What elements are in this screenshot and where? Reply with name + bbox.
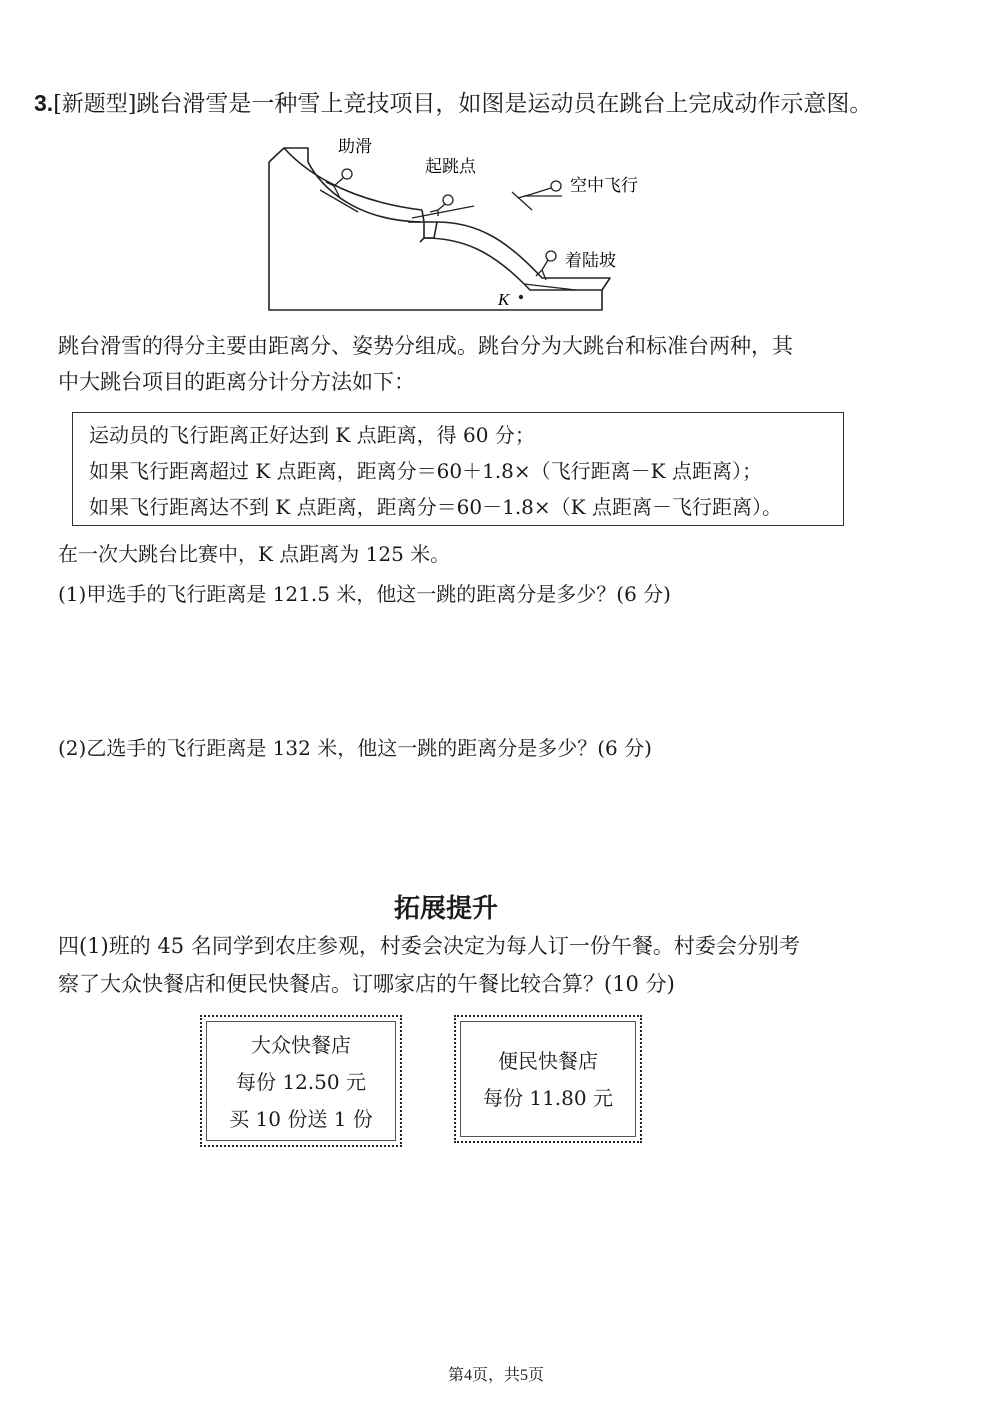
label-flight: 空中飞行	[570, 176, 638, 196]
description-line-1: 跳台滑雪的得分主要由距离分、姿势分组成。跳台分为大跳台和标准台两种，其	[58, 334, 793, 358]
description-line-2: 中大跳台项目的距离分计分方法如下：	[58, 370, 415, 394]
question-intro: 跳台滑雪是一种雪上竞技项目，如图是运动员在跳台上完成动作示意图。	[136, 91, 873, 117]
extension-problem-line-2: 察了大众快餐店和便民快餐店。订哪家店的午餐比较合算？(10 分)	[58, 972, 675, 996]
label-takeoff: 起跳点	[425, 157, 476, 177]
k-point-marker	[519, 295, 523, 299]
shop-price: 每份 12.50 元	[236, 1070, 366, 1094]
scoring-rules-box	[72, 412, 844, 526]
k-point-label: K	[498, 290, 510, 309]
question-3-header	[34, 88, 872, 120]
rule-1: 运动员的飞行距离正好达到 K 点距离，得 60 分；	[89, 423, 535, 447]
label-inrun: 助滑	[338, 137, 372, 157]
page-footer: 第4页，共5页	[447, 1367, 544, 1384]
rule-2: 如果飞行距离超过 K 点距离，距离分＝60＋1.8×（飞行距离－K 点距离）；	[89, 459, 762, 483]
label-landing: 着陆坡	[565, 251, 616, 271]
rule-3: 如果飞行距离达不到 K 点距离，距离分＝60－1.8×（K 点距离－飞行距离）。	[89, 495, 782, 519]
question-number: 3.	[34, 90, 54, 116]
section-title: 拓展提升	[393, 894, 498, 924]
shop-name: 便民快餐店	[498, 1049, 598, 1073]
shop-offer: 买 10 份送 1 份	[229, 1107, 373, 1131]
hill-top-face	[269, 148, 308, 162]
question-tag: [新题型]	[53, 92, 137, 117]
skier-flight-icon	[512, 181, 562, 210]
context-line: 在一次大跳台比赛中，K 点距离为 125 米。	[58, 542, 451, 566]
extension-problem-line-1: 四(1)班的 45 名同学到农庄参观，村委会决定为每人订一份午餐。村委会分别考	[58, 934, 800, 958]
ski-jump-diagram	[262, 130, 638, 320]
inrun-slope	[308, 162, 420, 222]
sub-question-1: (1)甲选手的飞行距离是 121.5 米，他这一跳的距离分是多少？(6 分)	[58, 582, 671, 606]
shop-name: 大众快餐店	[251, 1033, 351, 1057]
shop-card-bianmin	[454, 1015, 642, 1143]
takeoff-table	[420, 222, 424, 242]
shop-price: 每份 11.80 元	[483, 1086, 613, 1110]
shop-card-dazhong	[200, 1015, 402, 1147]
skier-takeoff-icon	[412, 195, 474, 218]
sub-question-2: (2)乙选手的飞行距离是 132 米，他这一跳的距离分是多少？(6 分)	[58, 736, 652, 760]
